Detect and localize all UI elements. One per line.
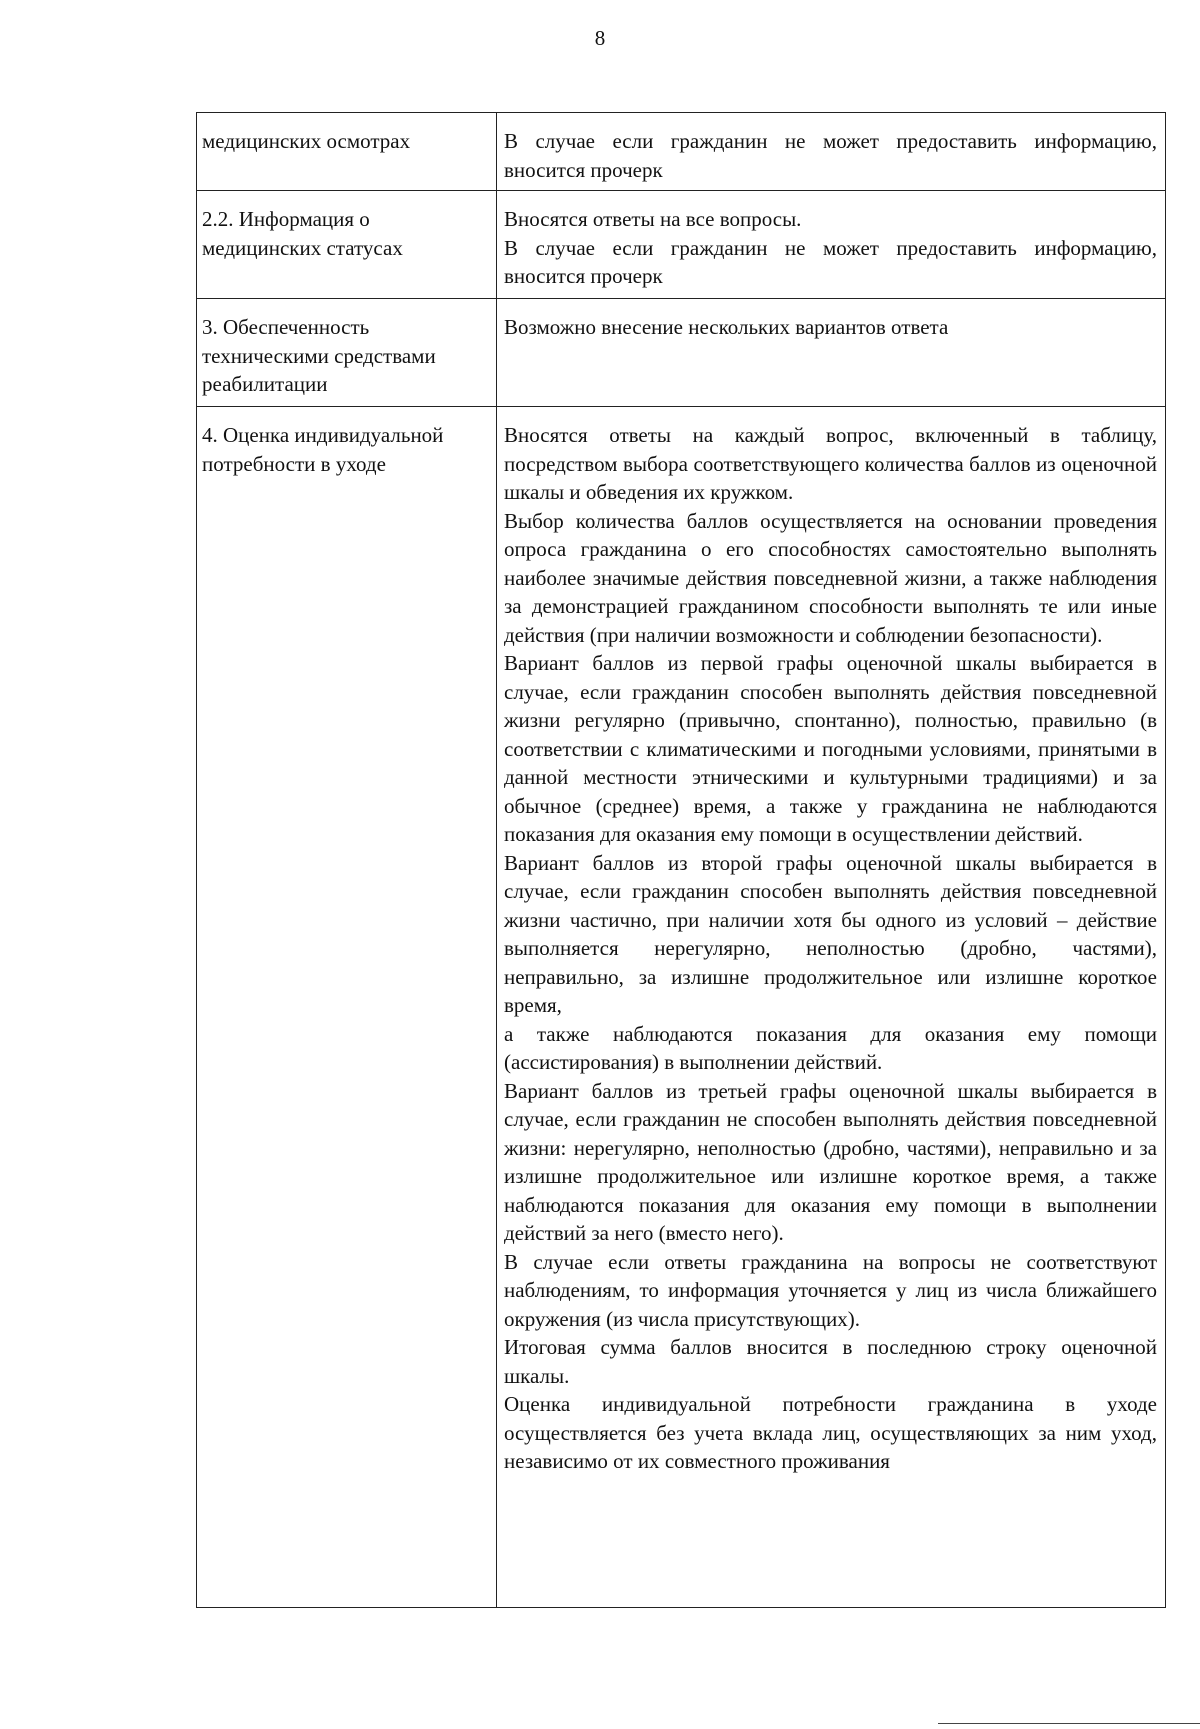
instruction-cell <box>497 299 1166 407</box>
instruction-paragraph: Вносятся ответы на каждый вопрос, включенный в таблицу, посредством выбора соответствующего количества баллов из оценочной шкалы и обведения их кружком. <box>504 423 1157 504</box>
instruction-paragraph: Выбор количества баллов осуществляется на основании проведения опроса гражданина о его способностях самостоятельно выполнять наиболее значимые действия повседневной жизни, а также наблюдения за демонстрацией гражданином способности выполнять те или иные действия (при наличии возможности и соблюдении безопасности). <box>504 508 1157 647</box>
instructions-table <box>196 112 1166 1608</box>
instruction-cell <box>497 191 1166 299</box>
instruction-paragraph: Оценка индивидуальной потребности гражданина в уходе осуществляется без учета вклада лиц, осуществляющих за ним уход, независимо от их совместного проживания <box>504 1392 1157 1473</box>
section-cell <box>197 299 497 407</box>
bottom-divider <box>938 1723 1200 1724</box>
instruction-paragraph: Вносятся ответы на все вопросы. <box>504 207 802 231</box>
instruction-paragraph: В случае если гражданин не может предоставить информацию, вносится прочерк <box>504 129 1157 182</box>
instruction-cell <box>497 407 1166 1608</box>
table-row <box>197 407 1166 1608</box>
instruction-paragraph: Вариант баллов из третьей графы оценочной шкалы выбирается в случае, если гражданин не способен выполнять действия повседневной жизни: нерегулярно, неполностью (дробно, частями), неправильно и за излишне продолжительное или излишне короткое время, а также наблюдаются показания для оказания ему помощи в выполнении действий за него (вместо него). <box>504 1078 1157 1245</box>
section-title: 3. Обеспеченность техническими средствами реабилитации <box>202 315 436 396</box>
section-title: 2.2. Информация о медицинских статусах <box>202 207 403 260</box>
table-row <box>197 191 1166 299</box>
instruction-paragraph: В случае если ответы гражданина на вопросы не соответствуют наблюдениям, то информация уточняется у лиц из числа ближайшего окружения (из числа присутствующих). <box>504 1249 1157 1331</box>
instruction-paragraph: Итоговая сумма баллов вносится в последнюю строку оценочной шкалы. <box>504 1335 1157 1388</box>
section-cell <box>197 407 497 1608</box>
table-row <box>197 113 1166 191</box>
section-title: медицинских осмотрах <box>202 129 411 153</box>
section-cell <box>197 191 497 299</box>
instruction-paragraph: Вариант баллов из второй графы оценочной шкалы выбирается в случае, если гражданин способен выполнять действия повседневной жизни частично, при наличии хотя бы одного из условий – действие выполняется нерегулярно, неполностью (дробно, частями), неправильно, за излишне продолжительное или излишне короткое время, <box>504 850 1157 1017</box>
page-number: 8 <box>594 26 606 50</box>
instruction-paragraph: В случае если гражданин не может предоставить информацию, вносится прочерк <box>504 235 1157 288</box>
section-title: 4. Оценка индивидуальной потребности в уходе <box>202 423 444 476</box>
instruction-cell <box>497 113 1166 191</box>
instruction-paragraph: Вариант баллов из первой графы оценочной шкалы выбирается в случае, если гражданин способен выполнять действия повседневной жизни регулярно (привычно, спонтанно), полностью, правильно (в соответствии с климатическими и погодными условиями, принятыми в данной местности этническими и культурными традициями) и за обычное (среднее) время, а также у гражданина не наблюдаются показания для оказания ему помощи в осуществлении действий. <box>504 651 1157 846</box>
section-cell <box>197 113 497 191</box>
table-row <box>197 299 1166 407</box>
instruction-paragraph: а также наблюдаются показания для оказания ему помощи (ассистирования) в выполнении действий. <box>504 1021 1157 1074</box>
instruction-paragraph: Возможно внесение нескольких вариантов ответа <box>504 315 949 339</box>
